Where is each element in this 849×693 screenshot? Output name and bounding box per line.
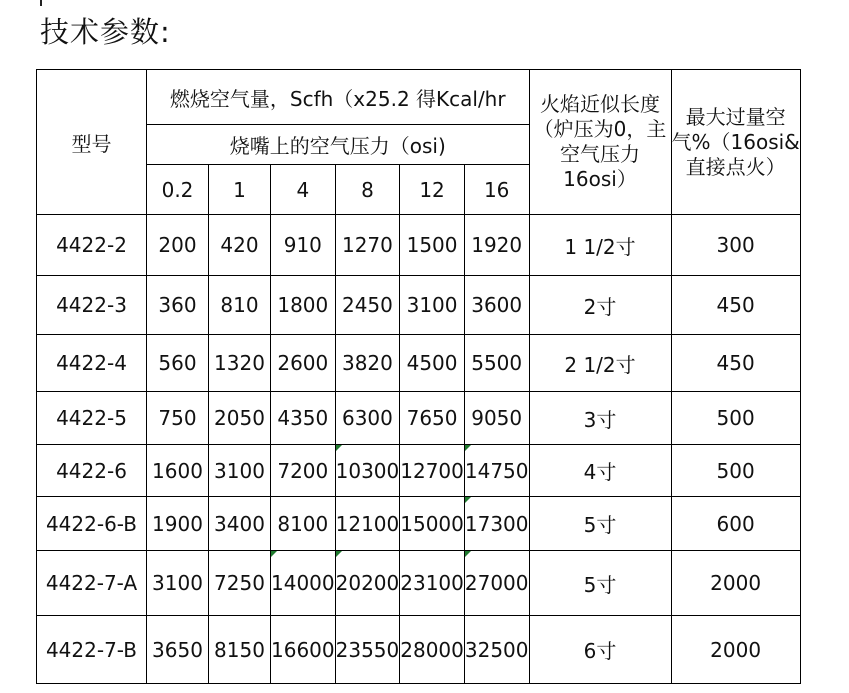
value-cell: 1500: [400, 215, 465, 276]
value-cell: 2050: [209, 392, 271, 445]
value-cell: 2450: [335, 276, 400, 335]
value-cell: 1900: [147, 497, 209, 551]
value-cell: 27000: [464, 551, 529, 616]
model-cell: 4422-4: [37, 335, 147, 392]
value-cell: 14750: [464, 445, 529, 497]
pressure-header: 0.2: [147, 165, 209, 215]
value-cell: 3650: [147, 616, 209, 684]
pressure-header: 8: [335, 165, 400, 215]
flame-cell: 2寸: [529, 276, 671, 335]
value-cell: 16600: [271, 616, 336, 684]
excess-cell: 2000: [671, 551, 800, 616]
model-cell: 4422-5: [37, 392, 147, 445]
value-cell: 15000: [400, 497, 465, 551]
value-cell: 2600: [271, 335, 336, 392]
value-cell: 14000: [271, 551, 336, 616]
value-cell: 32500: [464, 616, 529, 684]
value-cell: 28000: [400, 616, 465, 684]
value-cell: 3100: [209, 445, 271, 497]
value-cell: 23100: [400, 551, 465, 616]
excess-cell: 2000: [671, 616, 800, 684]
excess-cell: 450: [671, 276, 800, 335]
value-cell: 1920: [464, 215, 529, 276]
excess-cell: 300: [671, 215, 800, 276]
value-cell: 5500: [464, 335, 529, 392]
value-cell: 4500: [400, 335, 465, 392]
table-row: [37, 445, 801, 497]
header-excess-air: 最大过量空气%（16osi&直接点火）: [671, 70, 800, 215]
table-row: [37, 335, 801, 392]
flame-cell: 6寸: [529, 616, 671, 684]
value-cell: 12100: [335, 497, 400, 551]
model-cell: 4422-3: [37, 276, 147, 335]
value-cell: 360: [147, 276, 209, 335]
flame-cell: 2 1/2寸: [529, 335, 671, 392]
value-cell: 6300: [335, 392, 400, 445]
table-row: [37, 497, 801, 551]
value-cell: 17300: [464, 497, 529, 551]
value-cell: 420: [209, 215, 271, 276]
excess-cell: 500: [671, 392, 800, 445]
flame-cell: 5寸: [529, 551, 671, 616]
header-pressure: 烧嘴上的空气压力（osi): [147, 125, 530, 165]
value-cell: 560: [147, 335, 209, 392]
value-cell: 10300: [335, 445, 400, 497]
value-cell: 1800: [271, 276, 336, 335]
flame-cell: 1 1/2寸: [529, 215, 671, 276]
value-cell: 3600: [464, 276, 529, 335]
value-cell: 1320: [209, 335, 271, 392]
value-cell: 7200: [271, 445, 336, 497]
table-row: [37, 392, 801, 445]
value-cell: 3820: [335, 335, 400, 392]
header-flame-length: 火焰近似长度（炉压为0，主空气压力16osi）: [529, 70, 671, 215]
value-cell: 7650: [400, 392, 465, 445]
excess-cell: 600: [671, 497, 800, 551]
value-cell: 7250: [209, 551, 271, 616]
value-cell: 3100: [400, 276, 465, 335]
value-cell: 23550: [335, 616, 400, 684]
table-row: [37, 616, 801, 684]
model-cell: 4422-2: [37, 215, 147, 276]
flame-cell: 5寸: [529, 497, 671, 551]
model-cell: 4422-7-A: [37, 551, 147, 616]
flame-cell: 3寸: [529, 392, 671, 445]
page-title: 技术参数:: [40, 15, 171, 49]
value-cell: 910: [271, 215, 336, 276]
value-cell: 20200: [335, 551, 400, 616]
pressure-header: 4: [271, 165, 336, 215]
pressure-header: 16: [464, 165, 529, 215]
model-cell: 4422-7-B: [37, 616, 147, 684]
value-cell: 9050: [464, 392, 529, 445]
value-cell: 750: [147, 392, 209, 445]
value-cell: 810: [209, 276, 271, 335]
excess-cell: 500: [671, 445, 800, 497]
model-cell: 4422-6-B: [37, 497, 147, 551]
value-cell: 8150: [209, 616, 271, 684]
flame-cell: 4寸: [529, 445, 671, 497]
excess-cell: 450: [671, 335, 800, 392]
value-cell: 200: [147, 215, 209, 276]
pressure-header: 12: [400, 165, 465, 215]
header-air-volume: 燃烧空气量，Scfh（x25.2 得Kcal/hr: [147, 70, 530, 125]
value-cell: 12700: [400, 445, 465, 497]
value-cell: 3100: [147, 551, 209, 616]
top-edge-mark: [40, 0, 42, 6]
value-cell: 4350: [271, 392, 336, 445]
value-cell: 3400: [209, 497, 271, 551]
model-cell: 4422-6: [37, 445, 147, 497]
pressure-header: 1: [209, 165, 271, 215]
value-cell: 1270: [335, 215, 400, 276]
value-cell: 1600: [147, 445, 209, 497]
spec-table: [36, 69, 801, 684]
header-model: 型号: [37, 70, 147, 215]
table-row: [37, 276, 801, 335]
table-row: [37, 215, 801, 276]
table-row: [37, 551, 801, 616]
value-cell: 8100: [271, 497, 336, 551]
